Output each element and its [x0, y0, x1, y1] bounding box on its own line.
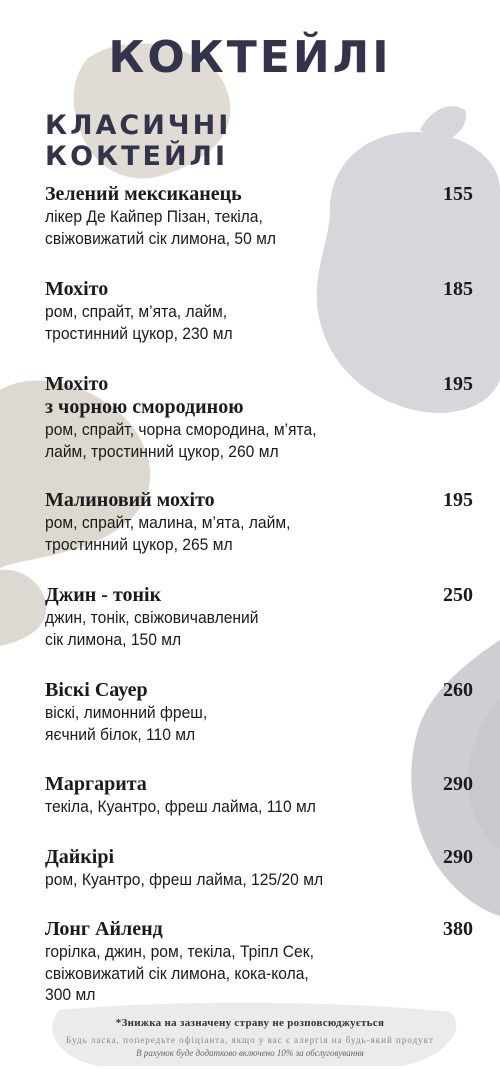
item-description-line: 300 мл	[45, 985, 96, 1004]
item-description-line: лікер Де Кайпер Пізан, текіла,	[45, 207, 263, 226]
item-name-line: Дайкірі	[45, 846, 115, 868]
item-description-line: ром, спрайт, м’ята, лайм,	[45, 302, 228, 321]
item-description	[45, 419, 450, 462]
menu-item	[45, 489, 473, 555]
item-description-line: горілка, джин, ром, текіла, Тріпл Сек,	[45, 942, 314, 961]
item-name	[45, 918, 473, 941]
item-name-line: Джин - тонік	[45, 584, 162, 606]
item-description-line: сік лимона, 150 мл	[45, 629, 182, 649]
item-description-line: свіжовижатий сік лимона, кока-кола,	[45, 963, 309, 983]
item-price: 250	[443, 584, 473, 606]
item-description-line: свіжовижатий сік лимона, 50 мл	[45, 228, 277, 248]
item-price: 195	[443, 373, 473, 395]
item-name	[45, 278, 473, 301]
item-description	[45, 941, 450, 1006]
menu-item	[45, 373, 473, 462]
item-name-line: Лонг Айленд	[45, 918, 163, 940]
item-description-line: тростинний цукор, 265 мл	[45, 534, 233, 554]
menu-item	[45, 278, 473, 344]
item-description-line: джин, тонік, свіжовичавлений	[45, 608, 259, 627]
service-charge-note: В рахунок буде додатково включено 10% за обслуговування	[136, 1048, 364, 1058]
menu-item	[45, 679, 473, 745]
menu-item	[45, 918, 473, 1006]
item-description	[45, 869, 450, 891]
item-name	[45, 679, 473, 702]
item-description	[45, 702, 450, 745]
item-name	[45, 846, 473, 869]
discount-note: *Знижка на зазначену страву не розповсюджується	[115, 1017, 385, 1029]
page-title: КОКТЕЙЛІ	[108, 32, 392, 83]
item-price: 155	[443, 183, 473, 205]
allergy-note: Будь ласка, попередьте офіціанта, якщо у вас є алергія на будь-який продукт	[66, 1035, 434, 1045]
menu-item	[45, 183, 473, 249]
menu-item	[45, 773, 473, 818]
section-title-line1: КЛАСИЧНІ	[45, 110, 232, 141]
menu-item	[45, 846, 473, 891]
item-name-line: Мохіто	[45, 373, 109, 395]
item-price: 290	[443, 773, 473, 795]
section-title	[45, 110, 231, 172]
item-description	[45, 607, 450, 650]
item-description-line: віскі, лимонний фреш,	[45, 703, 208, 722]
item-description-line: лайм, тростинний цукор, 260 мл	[45, 441, 279, 461]
item-name-line: Малиновий мохіто	[45, 489, 215, 511]
item-price: 185	[443, 278, 473, 300]
item-name-line: з чорною смородиною	[45, 396, 244, 418]
item-price: 380	[443, 918, 473, 940]
item-price: 260	[443, 679, 473, 701]
menu-item	[45, 584, 473, 650]
item-description-line: яєчний білок, 110 мл	[45, 724, 196, 744]
item-price: 195	[443, 489, 473, 511]
item-description	[45, 206, 450, 249]
item-name	[45, 489, 473, 512]
item-price: 290	[443, 846, 473, 868]
item-name-line: Маргарита	[45, 773, 147, 795]
item-description-line: текіла, Куантро, фреш лайма, 110 мл	[45, 797, 316, 816]
item-name	[45, 584, 473, 607]
item-name	[45, 773, 473, 796]
item-description-line: ром, Куантро, фреш лайма, 125/20 мл	[45, 870, 324, 889]
item-name	[45, 183, 473, 206]
item-description	[45, 512, 450, 555]
item-description	[45, 796, 450, 818]
item-name-line: Зелений мексиканець	[45, 183, 242, 205]
item-description-line: ром, спрайт, малина, м’ята, лайм,	[45, 513, 291, 532]
item-name-line: Мохіто	[45, 278, 109, 300]
section-title-line2: КОКТЕЙЛІ	[45, 141, 229, 172]
item-name	[45, 373, 473, 419]
item-description	[45, 301, 450, 344]
item-description-line: ром, спрайт, чорна смородина, м’ята,	[45, 420, 317, 439]
item-description-line: тростинний цукор, 230 мл	[45, 323, 233, 343]
item-name-line: Віскі Сауер	[45, 679, 148, 701]
